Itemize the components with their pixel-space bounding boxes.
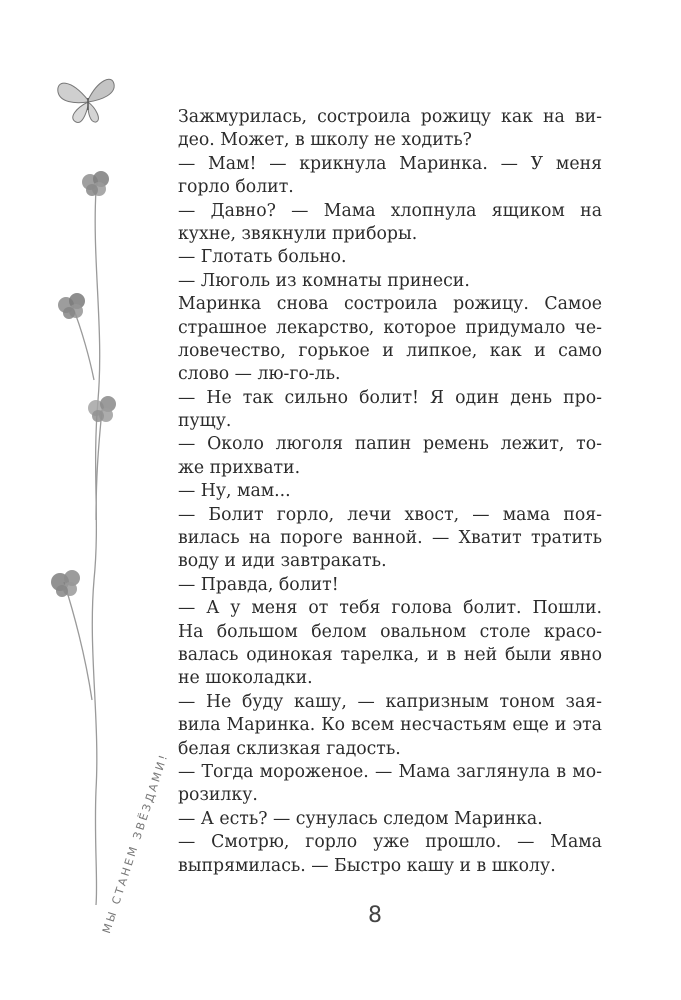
text-line: — Мам! — крикнула Маринка. — У меня (178, 153, 602, 174)
text-line: — Около люголя папин ремень лежит, то- (178, 434, 602, 455)
text-line: ловечество, горькое и липкое, как и само (178, 340, 602, 361)
text-line: вилась на пороге ванной. — Хватит тратить (178, 528, 602, 549)
text-line: — Смотрю, горло уже прошло. — Мама (178, 832, 602, 853)
text-line: валась одинокая тарелка, и в ней были явно (178, 644, 602, 665)
text-line: Маринка снова состроила рожицу. Самое (178, 294, 602, 315)
flower-icon (88, 396, 116, 422)
text-line: — Не так сильно болит! Я один день про- (178, 387, 602, 408)
text-line: — А есть? — сунулась следом Маринка. (178, 808, 543, 829)
text-line: слово — лю-го-ль. (178, 364, 341, 385)
flower-icon (51, 570, 80, 597)
text-line: вила Маринка. Ко всем несчастьям еще и эта (178, 715, 602, 736)
text-line: — Ну, мам... (178, 481, 291, 502)
butterfly-icon (58, 79, 114, 122)
page-number: 8 (368, 903, 382, 928)
text-line: — Тогда мороженое. — Мама заглянула в мо- (178, 761, 602, 782)
text-line: — Люголь из комнаты принеси. (178, 270, 470, 291)
text-line: страшное лекарство, которое придумало че- (178, 317, 602, 338)
side-title: МЫ СТАНЕМ ЗВЁЗДАМИ! (100, 751, 171, 936)
text-line: розилку. (178, 785, 258, 806)
flower-icon (58, 293, 85, 319)
flower-stems (64, 190, 102, 905)
text-line: белая склизкая гадость. (178, 738, 401, 759)
text-line: же прихвати. (178, 457, 301, 478)
text-line: део. Может, в школу не ходить? (178, 130, 472, 151)
text-line: кухне, звякнули приборы. (178, 223, 418, 244)
page-body-text (178, 106, 602, 878)
text-line: — Глотать больно. (178, 247, 347, 268)
text-line: пущу. (178, 411, 232, 432)
text-line: воду и иди завтракать. (178, 551, 387, 572)
text-line: горло болит. (178, 177, 294, 198)
text-line: выпрямилась. — Быстро кашу и в школу. (178, 855, 556, 876)
text-line: — Правда, болит! (178, 574, 339, 595)
text-line: Зажмурилась, состроила рожицу как на ви- (178, 107, 602, 127)
text-line: — Болит горло, лечи хвост, — мама поя- (178, 504, 602, 525)
text-line: не шоколадки. (178, 668, 313, 689)
text-line: На большом белом овальном столе красо- (178, 621, 602, 642)
text-line: — Давно? — Мама хлопнула ящиком на (178, 200, 602, 221)
text-line: — А у меня от тебя голова болит. Пошли. (178, 598, 602, 619)
text-line: — Не буду кашу, — капризным тоном зая- (178, 691, 602, 712)
flower-icon (82, 171, 109, 196)
